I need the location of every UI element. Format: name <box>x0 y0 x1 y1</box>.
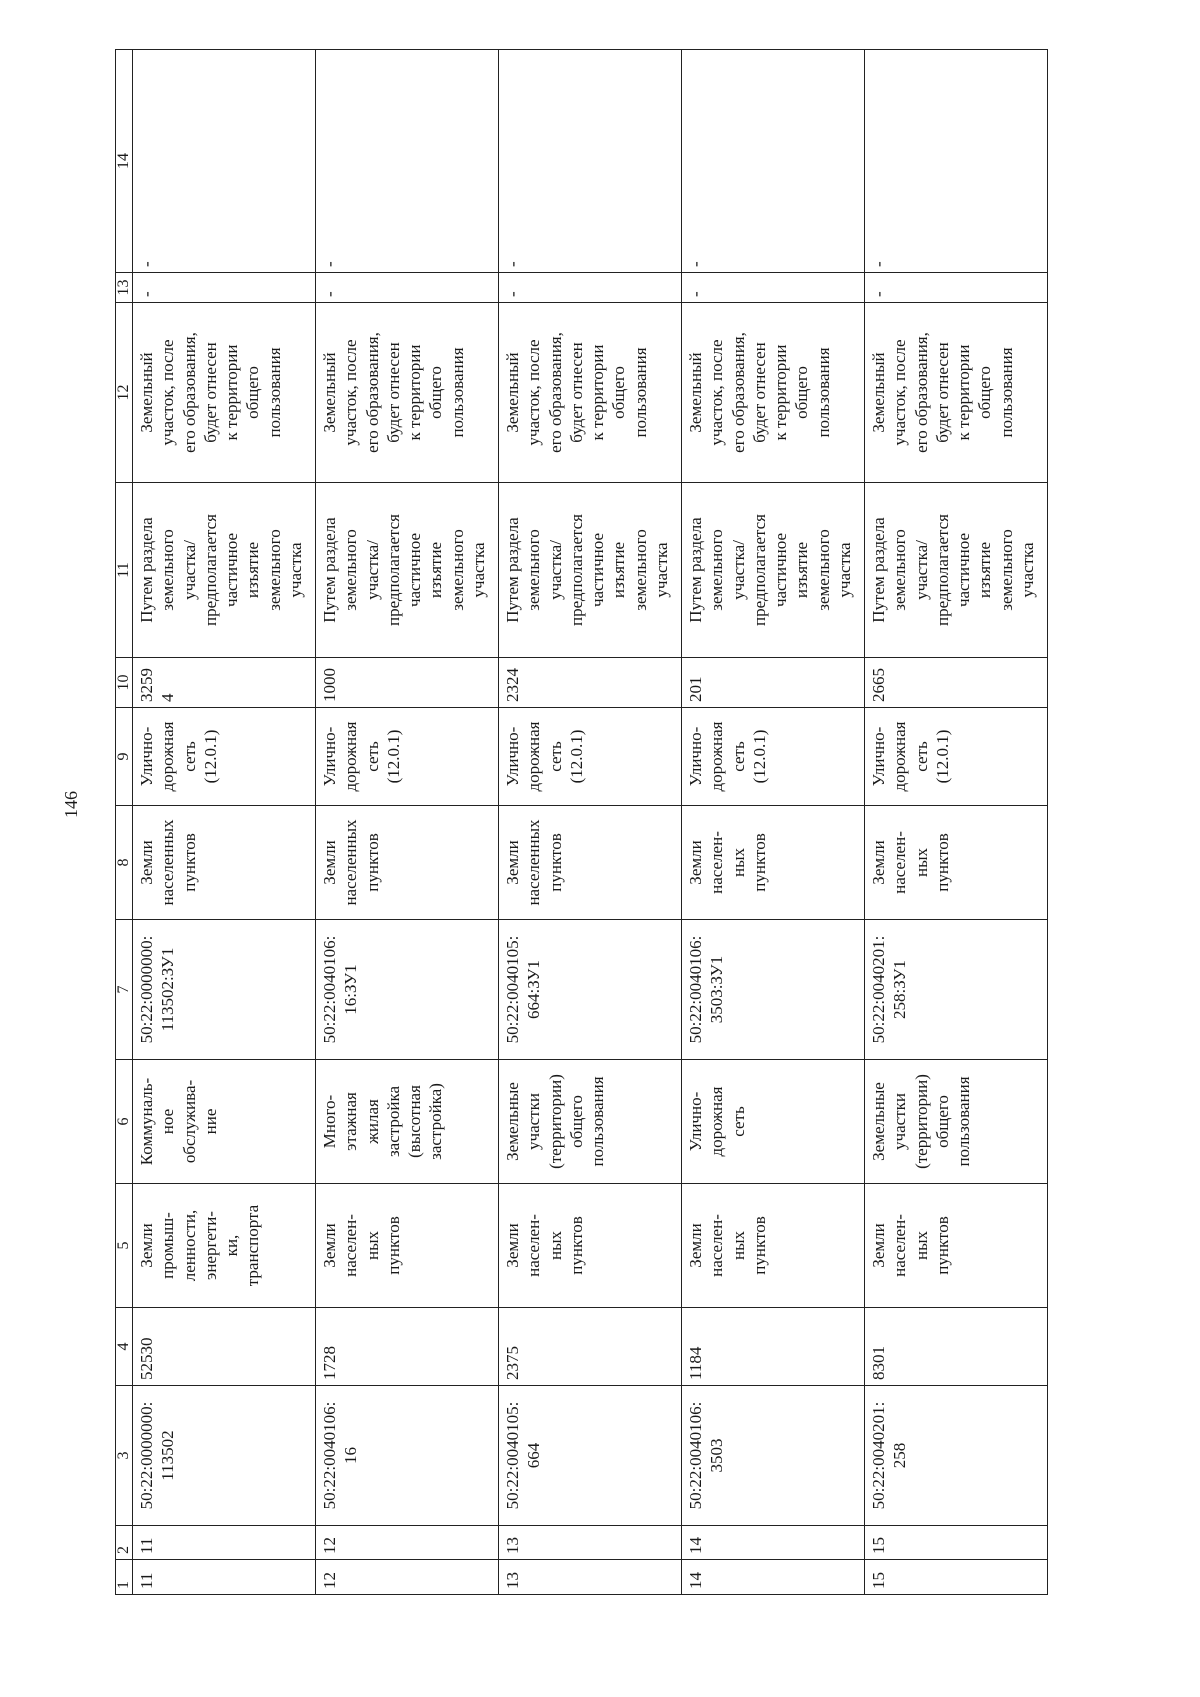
table-row <box>499 50 682 1595</box>
new-plot-id: 50:22:0040105: 664:ЗУ1 <box>499 920 682 1060</box>
source-land-category: Земли населен- ных пунктов <box>499 1184 682 1308</box>
table-body <box>133 50 1048 1595</box>
new-permitted-use: Улично- дорожная сеть (12.0.1) <box>499 708 682 806</box>
column-number-row <box>116 50 133 1595</box>
new-land-category: Земли населенных пунктов <box>316 806 499 920</box>
new-permitted-use: Улично- дорожная сеть (12.0.1) <box>682 708 865 806</box>
row-number: 15 <box>865 1560 1048 1595</box>
formation-method: Путем раздела земельного участка/ предполагается частичное изъятие земельного участка <box>316 483 499 658</box>
source-cadastral-number: 50:22:0040106: 3503 <box>682 1386 865 1526</box>
col-13-value: - <box>682 273 865 303</box>
col-number: 5 <box>116 1184 133 1308</box>
sub-number: 12 <box>316 1526 499 1560</box>
col-number: 3 <box>116 1386 133 1526</box>
table-row <box>682 50 865 1595</box>
col-14-value: - <box>865 50 1048 273</box>
col-13-value: - <box>499 273 682 303</box>
new-land-category: Земли населен- ных пунктов <box>682 806 865 920</box>
col-13-value: - <box>133 273 316 303</box>
new-area: 2324 <box>499 658 682 708</box>
new-area: 201 <box>682 658 865 708</box>
land-plots-table <box>115 49 1048 1595</box>
new-area: 2665 <box>865 658 1048 708</box>
col-14-value: - <box>499 50 682 273</box>
sub-number: 15 <box>865 1526 1048 1560</box>
new-land-category: Земли населенных пунктов <box>499 806 682 920</box>
new-permitted-use: Улично- дорожная сеть (12.0.1) <box>865 708 1048 806</box>
note: Земельный участок, после его образования, будет отнесен к территории общего пользования <box>133 303 316 483</box>
col-number: 9 <box>116 708 133 806</box>
note: Земельный участок, после его образования, будет отнесен к территории общего пользования <box>499 303 682 483</box>
col-number: 2 <box>116 1526 133 1560</box>
note: Земельный участок, после его образования, будет отнесен к территории общего пользования <box>682 303 865 483</box>
row-number: 13 <box>499 1560 682 1595</box>
source-cadastral-number: 50:22:0040105: 664 <box>499 1386 682 1526</box>
source-permitted-use: Земельные участки (территории) общего пользования <box>865 1060 1048 1184</box>
note: Земельный участок, после его образования, будет отнесен к территории общего пользования <box>316 303 499 483</box>
col-number: 4 <box>116 1308 133 1386</box>
new-plot-id: 50:22:0040106: 3503:ЗУ1 <box>682 920 865 1060</box>
col-number: 7 <box>116 920 133 1060</box>
source-cadastral-number: 50:22:0000000: 113502 <box>133 1386 316 1526</box>
new-permitted-use: Улично- дорожная сеть (12.0.1) <box>316 708 499 806</box>
source-permitted-use: Много- этажная жилая застройка (высотная застройка) <box>316 1060 499 1184</box>
row-number: 11 <box>133 1560 316 1595</box>
formation-method: Путем раздела земельного участка/ предполагается частичное изъятие земельного участка <box>499 483 682 658</box>
col-number: 1 <box>116 1560 133 1595</box>
col-number: 12 <box>116 303 133 483</box>
sub-number: 14 <box>682 1526 865 1560</box>
new-plot-id: 50:22:0040106: 16:ЗУ1 <box>316 920 499 1060</box>
new-land-category: Земли населен- ных пунктов <box>865 806 1048 920</box>
source-area: 1184 <box>682 1308 865 1386</box>
col-14-value: - <box>682 50 865 273</box>
source-permitted-use: Улично- дорожная сеть <box>682 1060 865 1184</box>
note: Земельный участок, после его образования, будет отнесен к территории общего пользования <box>865 303 1048 483</box>
source-permitted-use: Коммуналь- ное обслужива- ние <box>133 1060 316 1184</box>
source-cadastral-number: 50:22:0040106: 16 <box>316 1386 499 1526</box>
source-area: 52530 <box>133 1308 316 1386</box>
source-cadastral-number: 50:22:0040201: 258 <box>865 1386 1048 1526</box>
source-area: 1728 <box>316 1308 499 1386</box>
col-14-value: - <box>316 50 499 273</box>
new-area: 1000 <box>316 658 499 708</box>
new-land-category: Земли населенных пунктов <box>133 806 316 920</box>
col-number: 14 <box>116 50 133 273</box>
formation-method: Путем раздела земельного участка/ предполагается частичное изъятие земельного участка <box>133 483 316 658</box>
source-permitted-use: Земельные участки (территории) общего пользования <box>499 1060 682 1184</box>
source-land-category: Земли населен- ных пунктов <box>682 1184 865 1308</box>
page-number: 146 <box>61 791 81 818</box>
source-area: 8301 <box>865 1308 1048 1386</box>
col-number: 10 <box>116 658 133 708</box>
formation-method: Путем раздела земельного участка/ предполагается частичное изъятие земельного участка <box>682 483 865 658</box>
col-number: 6 <box>116 1060 133 1184</box>
new-permitted-use: Улично- дорожная сеть (12.0.1) <box>133 708 316 806</box>
col-number: 11 <box>116 483 133 658</box>
table-row <box>133 50 316 1595</box>
sub-number: 11 <box>133 1526 316 1560</box>
source-land-category: Земли промыш- ленности, энергети- ки, транспорта <box>133 1184 316 1308</box>
col-13-value: - <box>865 273 1048 303</box>
new-plot-id: 50:22:0040201: 258:ЗУ1 <box>865 920 1048 1060</box>
table-row <box>865 50 1048 1595</box>
col-number: 8 <box>116 806 133 920</box>
new-plot-id: 50:22:0000000: 113502:ЗУ1 <box>133 920 316 1060</box>
source-land-category: Земли населен- ных пунктов <box>865 1184 1048 1308</box>
new-area: 3259 4 <box>133 658 316 708</box>
row-number: 14 <box>682 1560 865 1595</box>
formation-method: Путем раздела земельного участка/ предполагается частичное изъятие земельного участка <box>865 483 1048 658</box>
row-number: 12 <box>316 1560 499 1595</box>
col-13-value: - <box>316 273 499 303</box>
col-number: 13 <box>116 273 133 303</box>
table-row <box>316 50 499 1595</box>
col-14-value: - <box>133 50 316 273</box>
rotated-table-container <box>115 50 1115 1595</box>
source-area: 2375 <box>499 1308 682 1386</box>
source-land-category: Земли населен- ных пунктов <box>316 1184 499 1308</box>
sub-number: 13 <box>499 1526 682 1560</box>
